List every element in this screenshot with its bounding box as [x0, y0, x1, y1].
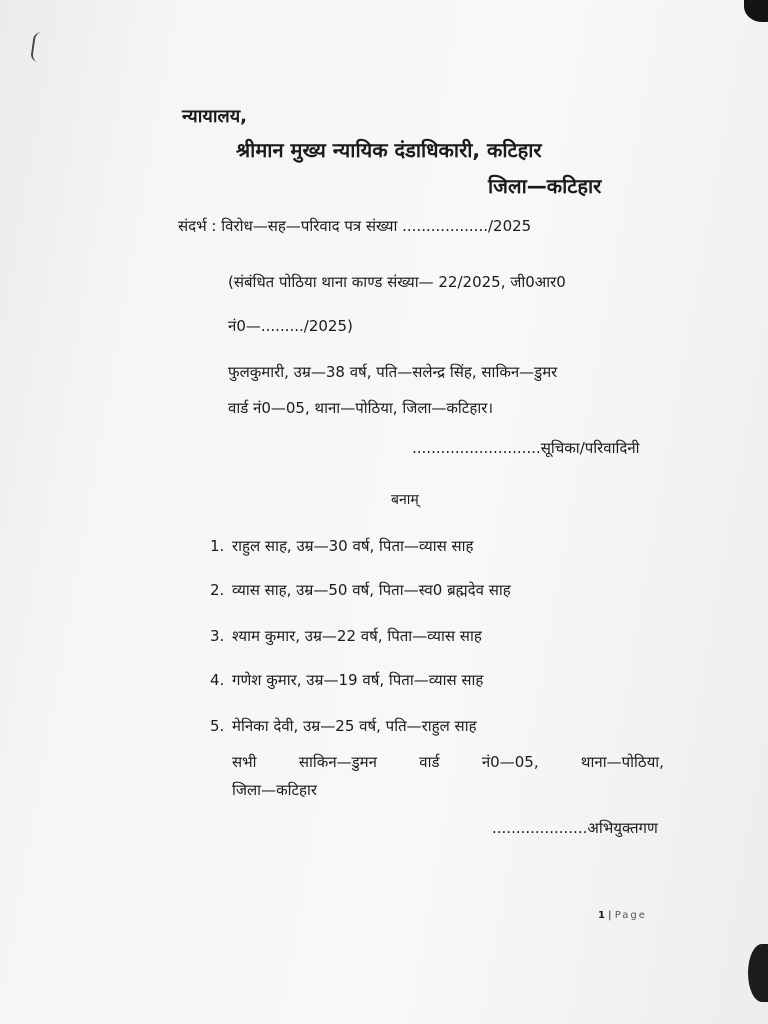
reference-line: संदर्भ : विरोध—सह—परिवाद पत्र संख्या ................../2025: [178, 217, 532, 235]
address-word: साकिन—डुमन: [298, 753, 377, 771]
page-separator: |: [604, 910, 615, 921]
accused-text: गणेश कुमार, उम्र—19 वर्ष, पिता—व्यास साह: [232, 671, 484, 689]
address-word: थाना—पोठिया,: [580, 753, 664, 771]
scan-corner-shadow-bottom: [748, 944, 768, 1002]
versus-label: बनाम्: [391, 492, 419, 508]
complainant-role: ...........................सूचिका/परिवादिनी: [412, 439, 640, 457]
related-case-line-1: (संबंधित पोठिया थाना काण्ड संख्या— 22/2025, जी0आर0: [228, 273, 566, 291]
accused-item: [210, 536, 474, 556]
accused-text: व्यास साह, उम्र—50 वर्ष, पिता—स्व0 ब्रह्मदेव साह: [232, 581, 511, 599]
accused-item: [210, 670, 483, 690]
page-word: Page: [614, 910, 647, 921]
magistrate-title: श्रीमान मुख्य न्यायिक दंडाधिकारी, कटिहार: [236, 138, 542, 162]
accused-item: [210, 716, 477, 736]
accused-item: [210, 580, 511, 600]
court-heading: न्यायालय,: [182, 106, 247, 127]
accused-text: मेनिका देवी, उम्र—25 वर्ष, पति—राहुल साह: [232, 717, 477, 735]
accused-number: 5.: [210, 717, 225, 735]
complainant-line-2: वार्ड नं0—05, थाना—पोठिया, जिला—कटिहार।: [228, 399, 494, 417]
page-footer: [598, 910, 647, 921]
accused-number: 4.: [210, 671, 225, 689]
address-word: नं0—05,: [481, 753, 539, 771]
district-title: जिला—कटिहार: [488, 174, 602, 198]
address-word: सभी: [232, 753, 257, 771]
accused-text: राहुल साह, उम्र—30 वर्ष, पिता—व्यास साह: [232, 537, 474, 555]
scan-corner-shadow-top: [744, 0, 768, 22]
margin-pen-mark: [30, 31, 46, 62]
accused-text: श्याम कुमार, उम्र—22 वर्ष, पिता—व्यास साह: [232, 627, 482, 645]
accused-number: 1.: [210, 537, 225, 555]
accused-role: ....................अभियुक्तगण: [492, 819, 658, 837]
address-word: वार्ड: [419, 753, 440, 771]
related-case-line-2: नं0—........./2025): [228, 317, 353, 335]
accused-number: 3.: [210, 627, 225, 645]
accused-address-line-2: जिला—कटिहार: [232, 781, 318, 799]
accused-item: [210, 626, 482, 646]
complainant-line-1: फुलकुमारी, उम्र—38 वर्ष, पति—सलेन्द्र सिंह, साकिन—डुमर: [228, 363, 558, 381]
accused-number: 2.: [210, 581, 225, 599]
accused-address-line-1: [232, 752, 664, 772]
page-number: 1: [598, 910, 605, 921]
